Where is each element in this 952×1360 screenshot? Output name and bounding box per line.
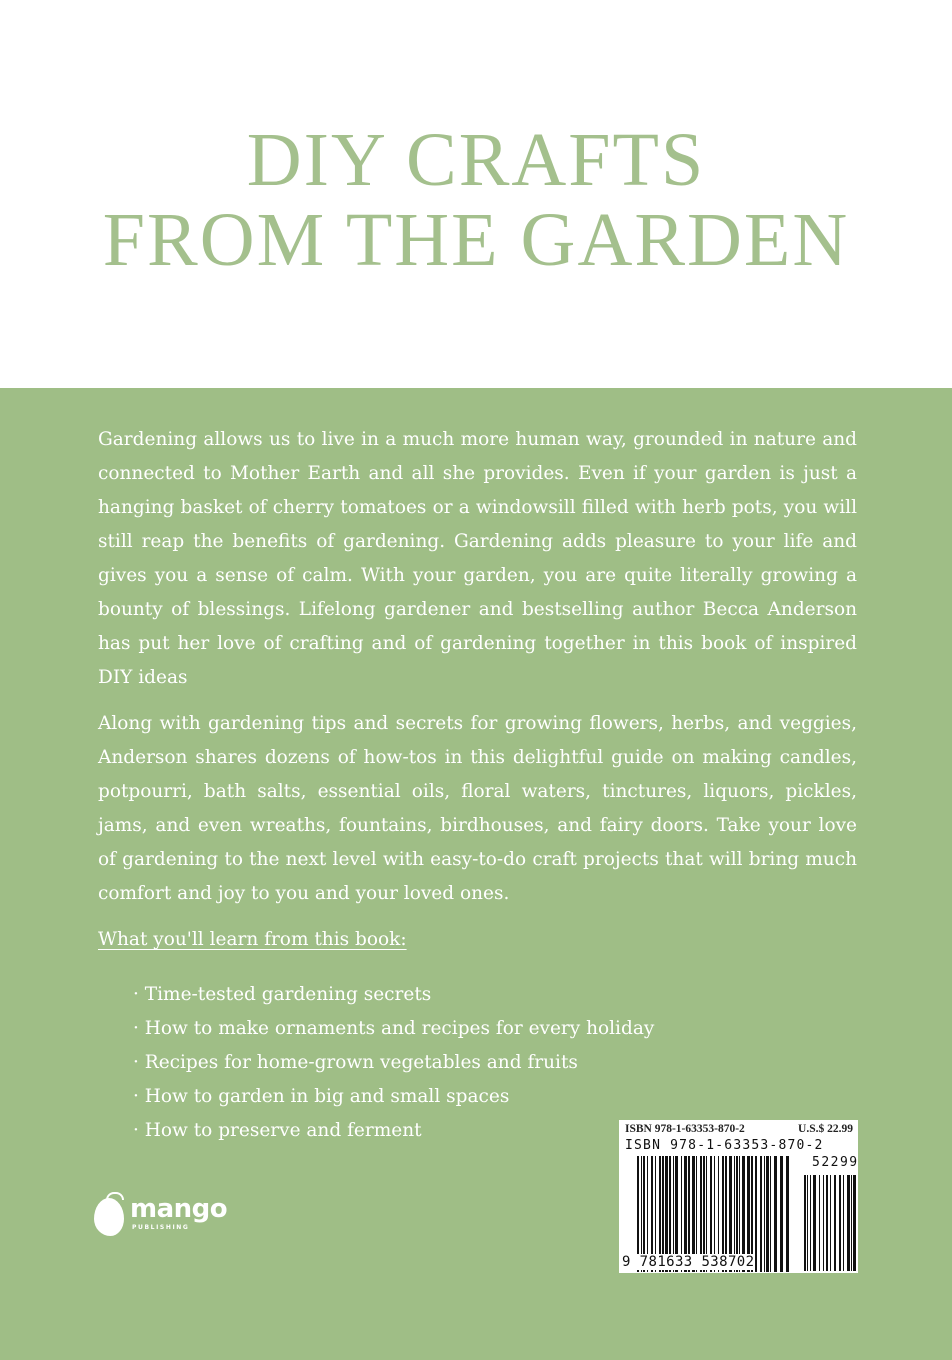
isbn-ocr: ISBN 978-1-63353-870-2 — [625, 1138, 824, 1153]
barcode-bar — [843, 1175, 844, 1271]
publisher-sub: PUBLISHING — [132, 1224, 190, 1231]
title-line-1: DIY CRAFTS — [246, 118, 706, 202]
barcode-bar — [786, 1156, 789, 1272]
barcode-bar — [826, 1175, 828, 1271]
barcode-header — [625, 1123, 853, 1135]
list-item: · How to preserve and ferment — [133, 1114, 654, 1148]
barcode-bar — [847, 1175, 850, 1271]
barcode-bar — [819, 1175, 820, 1271]
isbn-label: ISBN 978-1-63353-870-2 — [625, 1123, 745, 1135]
title-line-2: FROM THE GARDEN — [102, 198, 850, 282]
barcode-bar — [830, 1175, 831, 1271]
description-paragraph-1: Gardening allows us to live in a much more human way, grounded in nature and connected to Mother Earth and all she provides. Even if your garden is just a hanging basket of cherry tomatoes or a windowsill filled with herb pots, you will still reap the benefits of gardening. Gardening adds pleasure to your life and gives you a sense of calm. With your garden, you are quite literally growing a bounty of blessings. Lifelong gardener and bestselling author Becca Anderson has put her love of crafting and of gardening together in this book of inspired DIY ideas — [98, 429, 857, 688]
barcode-bar — [823, 1175, 824, 1271]
publisher-name: mango — [130, 1194, 228, 1224]
learn-list — [133, 978, 654, 1148]
list-item: · Recipes for home-grown vegetables and fruits — [133, 1046, 654, 1080]
list-item: · Time-tested gardening secrets — [133, 978, 654, 1012]
book-title — [0, 120, 952, 280]
barcode-bar — [810, 1175, 811, 1271]
barcode-bar — [813, 1175, 816, 1271]
price-addon: 52299 — [812, 1155, 859, 1170]
barcode-bar — [760, 1156, 762, 1272]
mango-fruit-icon — [94, 1198, 124, 1236]
list-item: · How to make ornaments and recipes for every holiday — [133, 1012, 654, 1046]
barcode-bar — [839, 1175, 841, 1271]
barcode-bar — [770, 1156, 771, 1272]
barcode-bar — [764, 1156, 765, 1272]
learn-heading: What you'll learn from this book: — [98, 929, 407, 950]
barcode-digits: 9 781633 538702 — [622, 1254, 755, 1270]
barcode-bar — [780, 1156, 783, 1272]
isbn-barcode — [619, 1120, 858, 1273]
barcode-bar — [851, 1175, 852, 1271]
barcode-bar — [755, 1156, 757, 1272]
barcode-bar — [804, 1175, 806, 1271]
barcode-bar — [853, 1175, 856, 1271]
list-item: · How to garden in big and small spaces — [133, 1080, 654, 1114]
barcode-bar — [807, 1175, 808, 1271]
barcode-bar — [766, 1156, 769, 1272]
price: U.S.$ 22.99 — [798, 1123, 853, 1135]
barcode-bar — [834, 1175, 836, 1271]
barcode-bar — [774, 1156, 777, 1272]
description-paragraph-2: Along with gardening tips and secrets for growing flowers, herbs, and veggies, Anderson shares dozens of how-tos in this delightful guide on making candles, potpourri, bath salts, essential oils, floral waters, tinctures, liquors, pickles, jams, and even wreaths, fountains, birdhouses, and fairy doors. Take your love of gardening to the next level with easy-to-do craft projects that will bring much comfort and joy to you and your loved ones. — [98, 713, 857, 904]
